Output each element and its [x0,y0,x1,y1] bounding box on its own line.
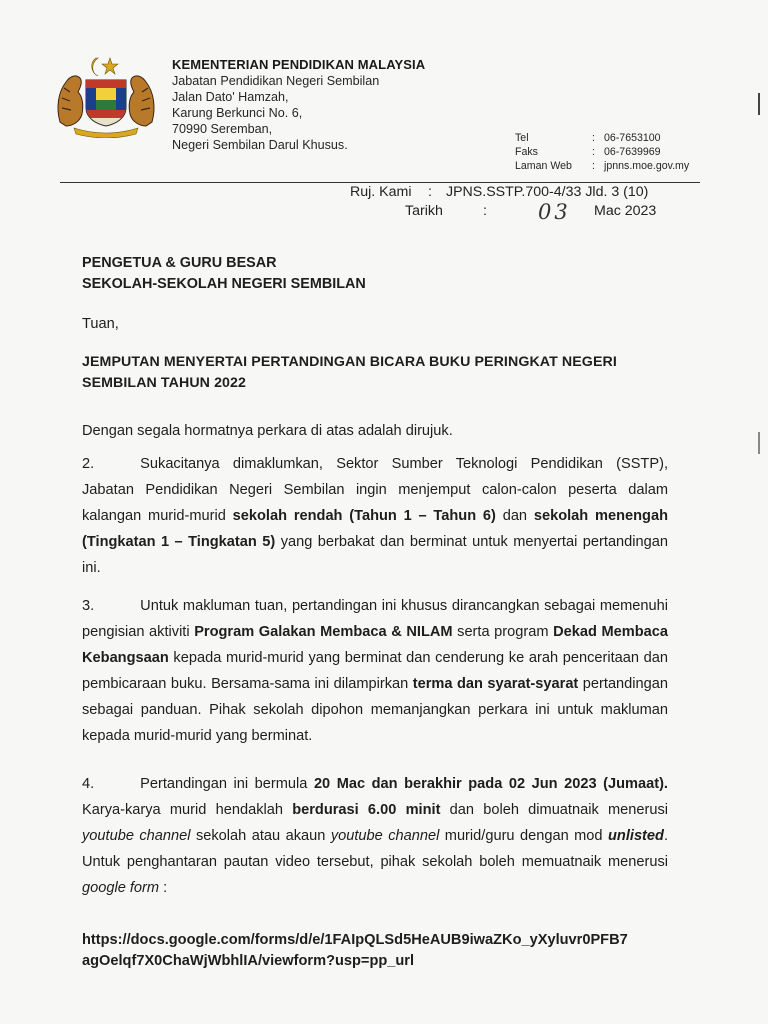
recipient-block [82,253,366,295]
contact-label: Tel [515,132,529,144]
paragraph-bold: sekolah menengah (Tingkatan 1 – Tingkatan 5) [82,508,668,550]
coat-of-arms-logo [52,52,160,138]
contact-row-tel [515,131,689,145]
scan-edge-mark [758,93,760,115]
link-line[interactable]: agOelqf7X0ChaWjWbhlIA/viewform?usp=pp_url [82,953,415,969]
paragraph-number: 3. [82,598,95,614]
salutation: Tuan, [82,316,119,332]
contact-label: Laman Web [515,160,572,172]
paragraph-text: Pertandingan ini bermula [140,776,314,792]
contact-value: 06-7653100 [604,132,661,144]
paragraph-text: Untuk makluman tuan, pertandingan ini khusus dirancangkan sebagai memenuhi pengisian aktiviti [82,598,668,640]
paragraph-text: Karya-karya murid hendaklah [82,802,293,818]
contact-sep: : [592,146,595,158]
ref-label: Ruj. Kami [350,184,412,200]
paragraph-2 [82,451,668,581]
date-label: Tarikh [405,203,443,219]
paragraph-text: pertandingan sebagai panduan. Pihak sekolah dipohon memanjangkan perkara ini untuk makluman kepada murid-murid yang berminat. [82,676,668,744]
address-line: Jabatan Pendidikan Negeri Sembilan [172,74,380,88]
paragraph-bold: sekolah rendah (Tahun 1 – Tahun 6) [232,508,496,524]
address-line: Negeri Sembilan Darul Khusus. [172,138,348,152]
paragraph-4 [82,771,668,901]
letterhead-address [172,57,425,153]
ref-sep: : [428,184,432,200]
paragraph-italic: youtube channel [82,828,191,844]
address-line: 70990 Seremban, [172,122,273,136]
paragraph-text: yang berbakat dan berminat untuk menyertai pertandingan ini. [82,534,668,576]
paragraph-bold: Dekad Membaca Kebangsaan [82,624,668,666]
contact-sep: : [592,132,595,144]
contact-row-web [515,159,689,173]
paragraph-bold: berdurasi 6.00 minit [292,802,441,818]
paragraph-text: : [159,880,168,896]
paragraph-bold-italic: unlisted [608,828,664,844]
paragraph-text: murid/guru dengan mod [439,828,608,844]
paragraph-bold: terma dan syarat-syarat [412,676,579,692]
paragraph-text: dan boleh dimuatnaik menerusi [440,802,668,818]
paragraph-text: dan [495,508,534,524]
ref-number: JPNS.SSTP.700-4/33 Jld. 3 (10) [446,184,649,200]
paragraph-text: Sukacitanya dimaklumkan, Sektor Sumber Teknologi Pendidikan (SSTP), Jabatan Pendidikan Negeri Sembilan ingin menjemput calon-calon peserta dalam kalangan murid-murid [82,456,668,524]
paragraph-italic: google form [82,880,160,896]
contact-block [515,131,689,173]
contact-sep: : [592,160,595,172]
opening-line: Dengan segala hormatnya perkara di atas adalah dirujuk. [82,423,453,439]
ministry-name: KEMENTERIAN PENDIDIKAN MALAYSIA [172,57,426,72]
contact-value: jpnns.moe.gov.my [604,160,690,172]
subject-heading [82,352,617,394]
contact-value: 06-7639969 [604,146,661,158]
scan-edge-mark [758,432,760,454]
address-line: Jalan Dato' Hamzah, [172,90,289,104]
paragraph-bold: 20 Mac dan berakhir pada 02 Jun 2023 (Jumaat). [313,776,668,792]
paragraph-italic: youtube channel [330,828,440,844]
subject-line: SEMBILAN TAHUN 2022 [82,375,247,391]
paragraph-3 [82,593,668,749]
date-sep: : [483,203,487,219]
google-form-link[interactable] [82,930,628,972]
paragraph-text: sekolah atau akaun [190,828,331,844]
paragraph-text: . Untuk penghantaran pautan video tersebut, pihak sekolah boleh memuatnaik menerusi [82,828,669,870]
date-day-handwritten: 03 [538,200,571,224]
link-line[interactable]: https://docs.google.com/forms/d/e/1FAIpQLSd5HeAUB9iwaZKo_yXyluvr0PFB7 [82,932,628,948]
paragraph-text: serta program [452,624,554,640]
recipient-line: SEKOLAH-SEKOLAH NEGERI SEMBILAN [82,276,366,292]
paragraph-text: kepada murid-murid yang berminat dan cenderung ke arah penceritaan dan pembicaraan buku. Bersama-sama ini dilampirkan [82,650,668,692]
paragraph-number: 4. [82,776,95,792]
address-line: Karung Berkunci No. 6, [172,106,303,120]
paragraph-bold: Program Galakan Membaca & NILAM [194,624,453,640]
paragraph-number: 2. [82,456,95,472]
contact-label: Faks [515,146,538,158]
recipient-line: PENGETUA & GURU BESAR [82,255,277,271]
subject-line: JEMPUTAN MENYERTAI PERTANDINGAN BICARA BUKU PERINGKAT NEGERI [82,354,617,370]
date-month-year: Mac 2023 [594,203,657,219]
contact-row-fax [515,145,689,159]
letterhead-divider [60,182,700,183]
